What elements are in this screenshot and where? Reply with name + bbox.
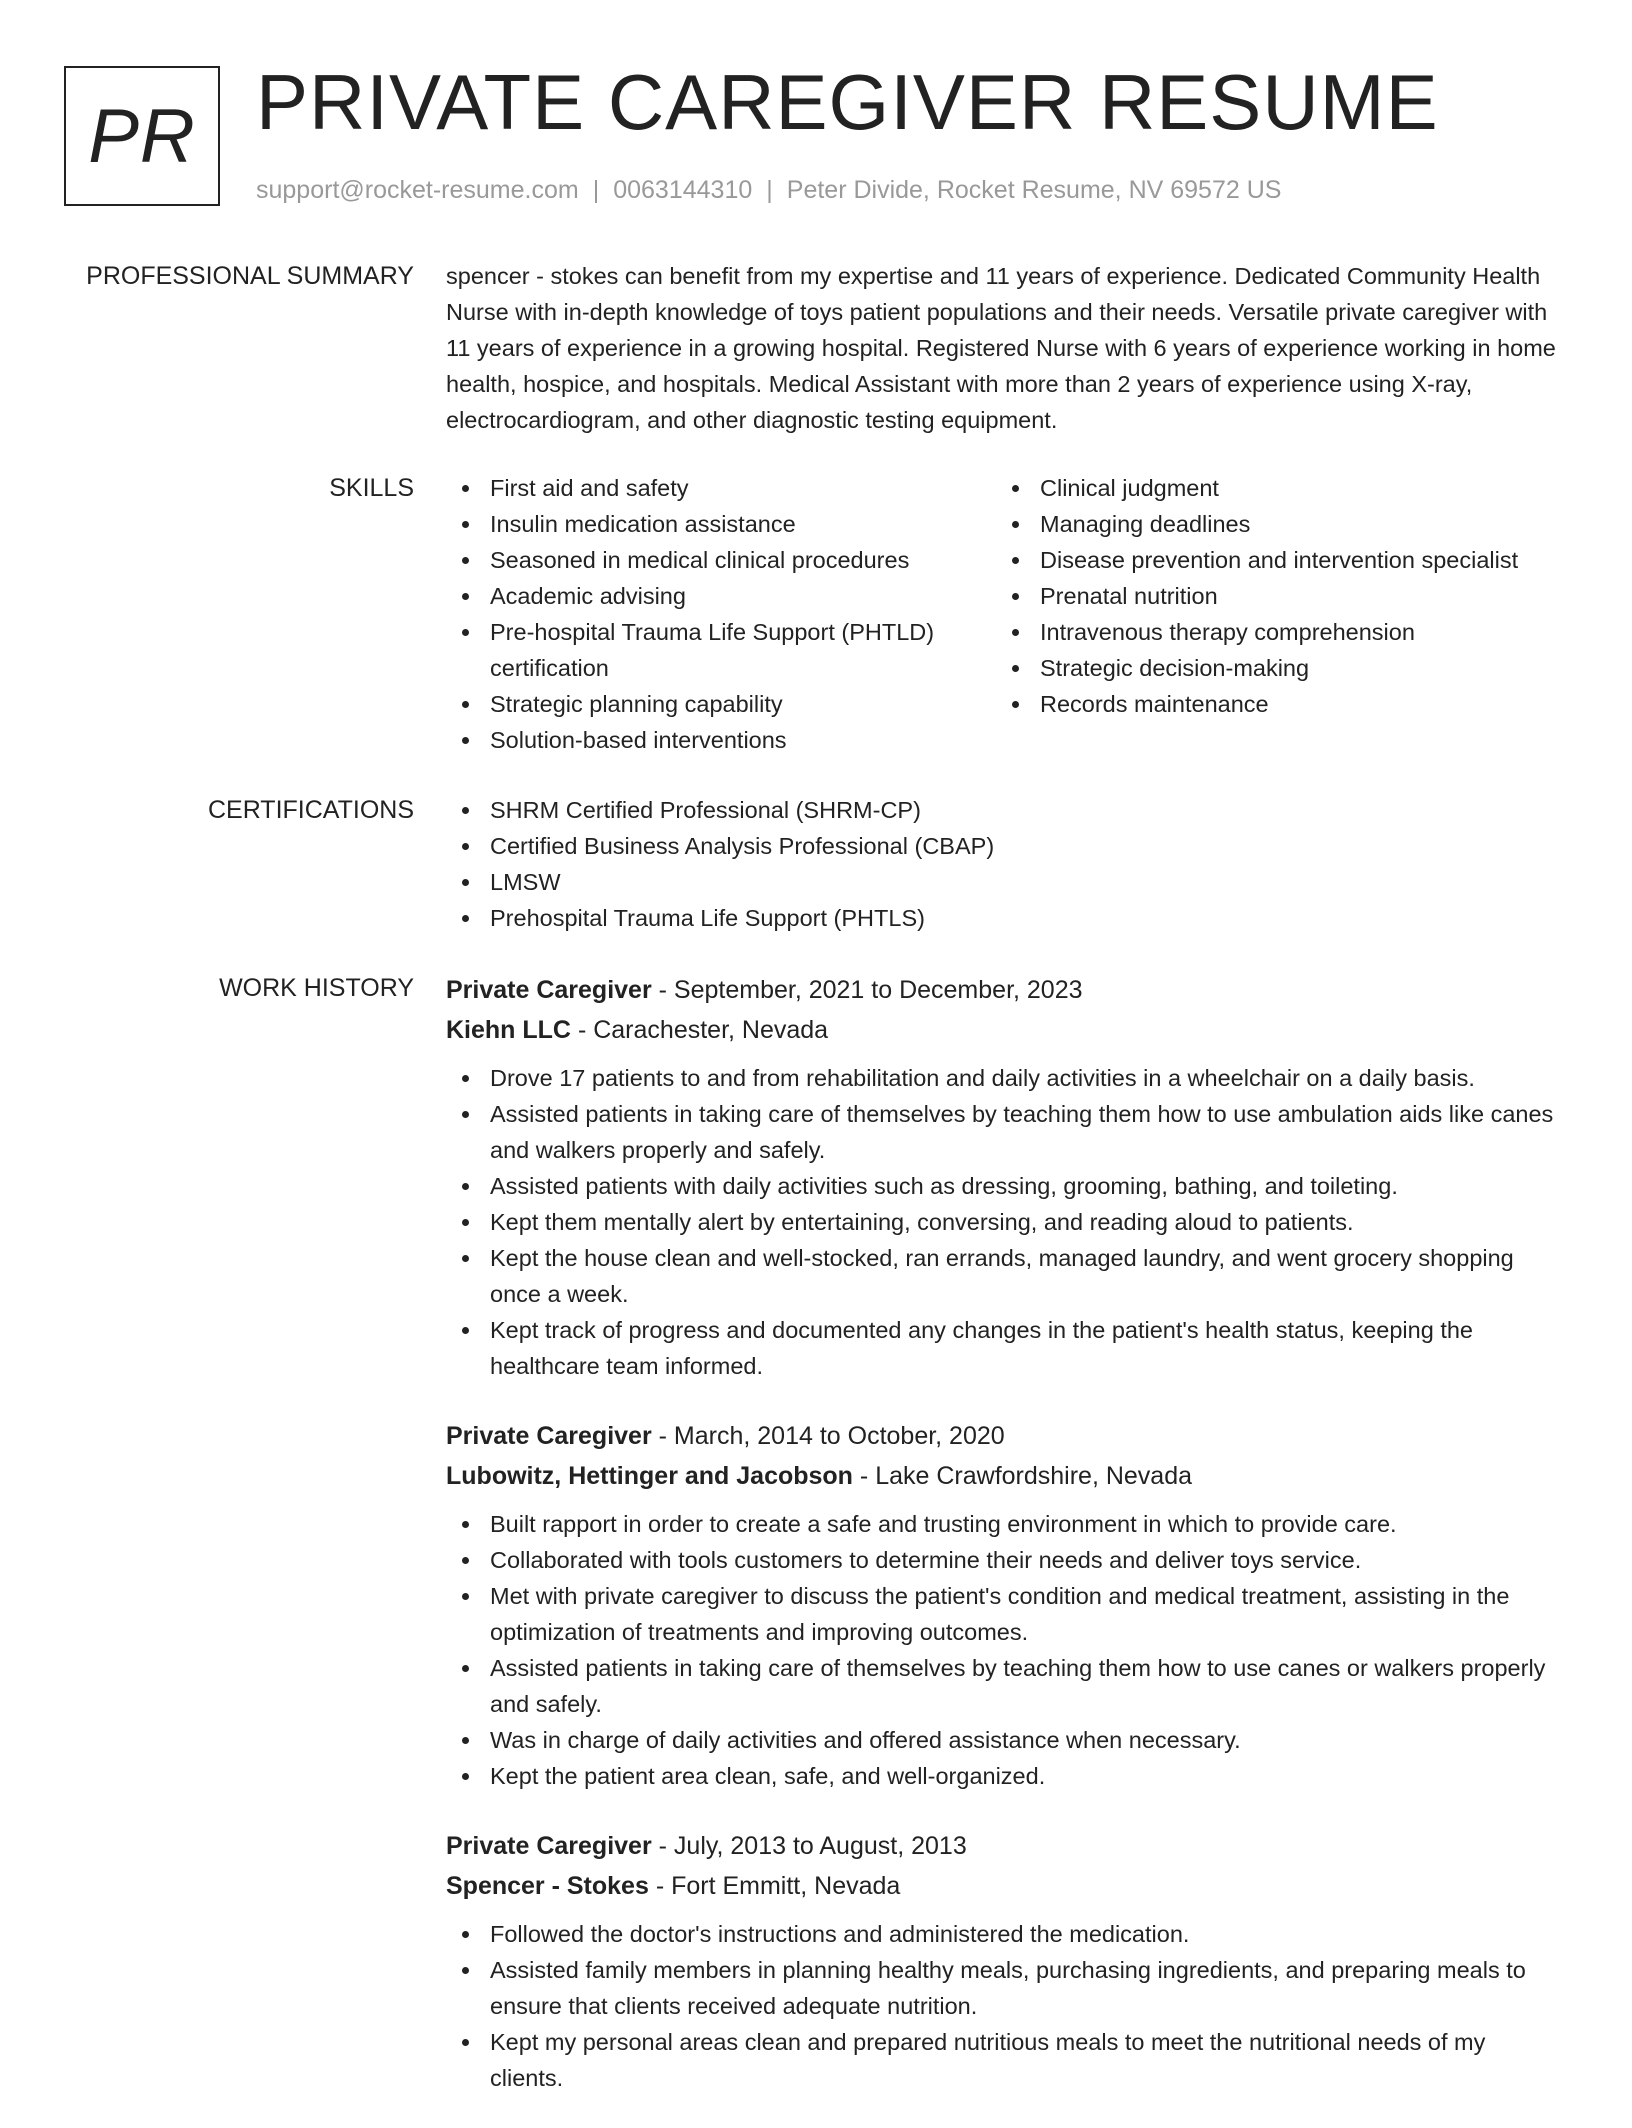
job-bullet: Met with private caregiver to discuss the patient's condition and medical treatment, assisting in the optimization of treatments and improving outcomes. <box>446 1578 1564 1650</box>
job-bullet: Kept the patient area clean, safe, and well-organized. <box>446 1758 1564 1794</box>
job-title: Private Caregiver <box>446 1422 652 1450</box>
job-company-line <box>446 1866 1564 1906</box>
contact-line <box>256 174 1281 206</box>
job-location: - Fort Emmitt, Nevada <box>655 1872 901 1900</box>
summary-label: PROFESSIONAL SUMMARY <box>86 262 414 290</box>
skill-item: Prenatal nutrition <box>996 578 1556 614</box>
contact-separator: | <box>592 176 600 204</box>
job-company: Lubowitz, Hettinger and Jacobson <box>446 1462 853 1490</box>
job-bullets <box>446 1916 1564 2096</box>
skill-item: Seasoned in medical clinical procedures <box>446 542 996 578</box>
job-bullets <box>446 1060 1564 1384</box>
contact-phone: 0063144310 <box>613 176 753 204</box>
contact-email: support@rocket-resume.com <box>256 176 579 204</box>
job-title-line <box>446 1416 1564 1456</box>
job-bullet: Assisted family members in planning healthy meals, purchasing ingredients, and preparing meals to ensure that clients received adequate nutrition. <box>446 1952 1564 2024</box>
resume-title: PRIVATE CAREGIVER RESUME <box>256 58 1439 146</box>
skills-list-right <box>996 470 1556 758</box>
job-location: - Lake Crawfordshire, Nevada <box>859 1462 1193 1490</box>
job-company: Spencer - Stokes <box>446 1872 649 1900</box>
certification-item: LMSW <box>446 864 1564 900</box>
job-company: Kiehn LLC <box>446 1016 571 1044</box>
job-bullet: Kept track of progress and documented any changes in the patient's health status, keeping the healthcare team informed. <box>446 1312 1564 1384</box>
skill-item: Managing deadlines <box>996 506 1556 542</box>
job-entry <box>446 970 1564 1384</box>
job-entry <box>446 1416 1564 1794</box>
job-bullet: Kept the house clean and well-stocked, ran errands, managed laundry, and went grocery shopping once a week. <box>446 1240 1564 1312</box>
skill-item: Strategic decision-making <box>996 650 1556 686</box>
summary-body <box>446 258 1564 438</box>
certifications-list <box>446 792 1564 936</box>
skill-item: Academic advising <box>446 578 996 614</box>
job-bullet: Collaborated with tools customers to determine their needs and deliver toys service. <box>446 1542 1564 1578</box>
job-location: - Carachester, Nevada <box>577 1016 829 1044</box>
skills-columns <box>446 470 1564 758</box>
certification-item: Prehospital Trauma Life Support (PHTLS) <box>446 900 1564 936</box>
job-company-line <box>446 1456 1564 1496</box>
job-dates: - July, 2013 to August, 2013 <box>658 1832 967 1860</box>
job-title-line <box>446 970 1564 1010</box>
skill-item: Pre-hospital Trauma Life Support (PHTLD) certification <box>446 614 996 686</box>
skill-item: Disease prevention and intervention specialist <box>996 542 1556 578</box>
job-company-line <box>446 1010 1564 1050</box>
certification-item: Certified Business Analysis Professional (CBAP) <box>446 828 1564 864</box>
certifications-label: CERTIFICATIONS <box>207 796 414 824</box>
skill-item: Solution-based interventions <box>446 722 996 758</box>
job-bullet: Built rapport in order to create a safe and trusting environment in which to provide care. <box>446 1506 1564 1542</box>
job-bullet: Was in charge of daily activities and offered assistance when necessary. <box>446 1722 1564 1758</box>
job-dates: - March, 2014 to October, 2020 <box>658 1422 1005 1450</box>
skills-label: SKILLS <box>329 474 414 502</box>
certifications-body <box>446 792 1564 936</box>
job-bullet: Drove 17 patients to and from rehabilitation and daily activities in a wheelchair on a daily basis. <box>446 1060 1564 1096</box>
job-entry <box>446 1826 1564 2096</box>
job-title: Private Caregiver <box>446 976 652 1004</box>
job-title-line <box>446 1826 1564 1866</box>
skill-item: First aid and safety <box>446 470 996 506</box>
job-bullet: Followed the doctor's instructions and administered the medication. <box>446 1916 1564 1952</box>
job-title: Private Caregiver <box>446 1832 652 1860</box>
job-bullet: Kept them mentally alert by entertaining, conversing, and reading aloud to patients. <box>446 1204 1564 1240</box>
work-history-body <box>446 970 1564 2128</box>
contact-address: Peter Divide, Rocket Resume, NV 69572 US <box>786 176 1282 204</box>
skill-item: Strategic planning capability <box>446 686 996 722</box>
skill-item: Intravenous therapy comprehension <box>996 614 1556 650</box>
job-bullet: Assisted patients with daily activities such as dressing, grooming, bathing, and toileting. <box>446 1168 1564 1204</box>
job-bullets <box>446 1506 1564 1794</box>
job-bullet: Kept my personal areas clean and prepared nutritious meals to meet the nutritional needs of my clients. <box>446 2024 1564 2096</box>
skill-item: Clinical judgment <box>996 470 1556 506</box>
skill-item: Records maintenance <box>996 686 1556 722</box>
certification-item: SHRM Certified Professional (SHRM-CP) <box>446 792 1564 828</box>
monogram-badge: PR <box>64 66 220 206</box>
work-history-label: WORK HISTORY <box>219 974 414 1002</box>
contact-separator: | <box>766 176 773 204</box>
job-bullet: Assisted patients in taking care of themselves by teaching them how to use canes or walkers properly and safely. <box>446 1650 1564 1722</box>
skills-body <box>446 470 1564 758</box>
job-dates: - September, 2021 to December, 2023 <box>658 976 1083 1004</box>
job-bullet: Assisted patients in taking care of themselves by teaching them how to use ambulation aids like canes and walkers properly and safely. <box>446 1096 1564 1168</box>
skills-list-left <box>446 470 996 758</box>
summary-text: spencer - stokes can benefit from my expertise and 11 years of experience. Dedicated Community Health Nurse with in-depth knowledge of toys patient populations and their needs. Versatile private caregiver with 11 years of experience in a growing hospital. Registered Nurse with 6 years of experience working in home health, hospice, and hospitals. Medical Assistant with more than 2 years of experience using X-ray, electrocardiogram, and other diagnostic testing equipment. <box>446 263 1556 433</box>
skill-item: Insulin medication assistance <box>446 506 996 542</box>
